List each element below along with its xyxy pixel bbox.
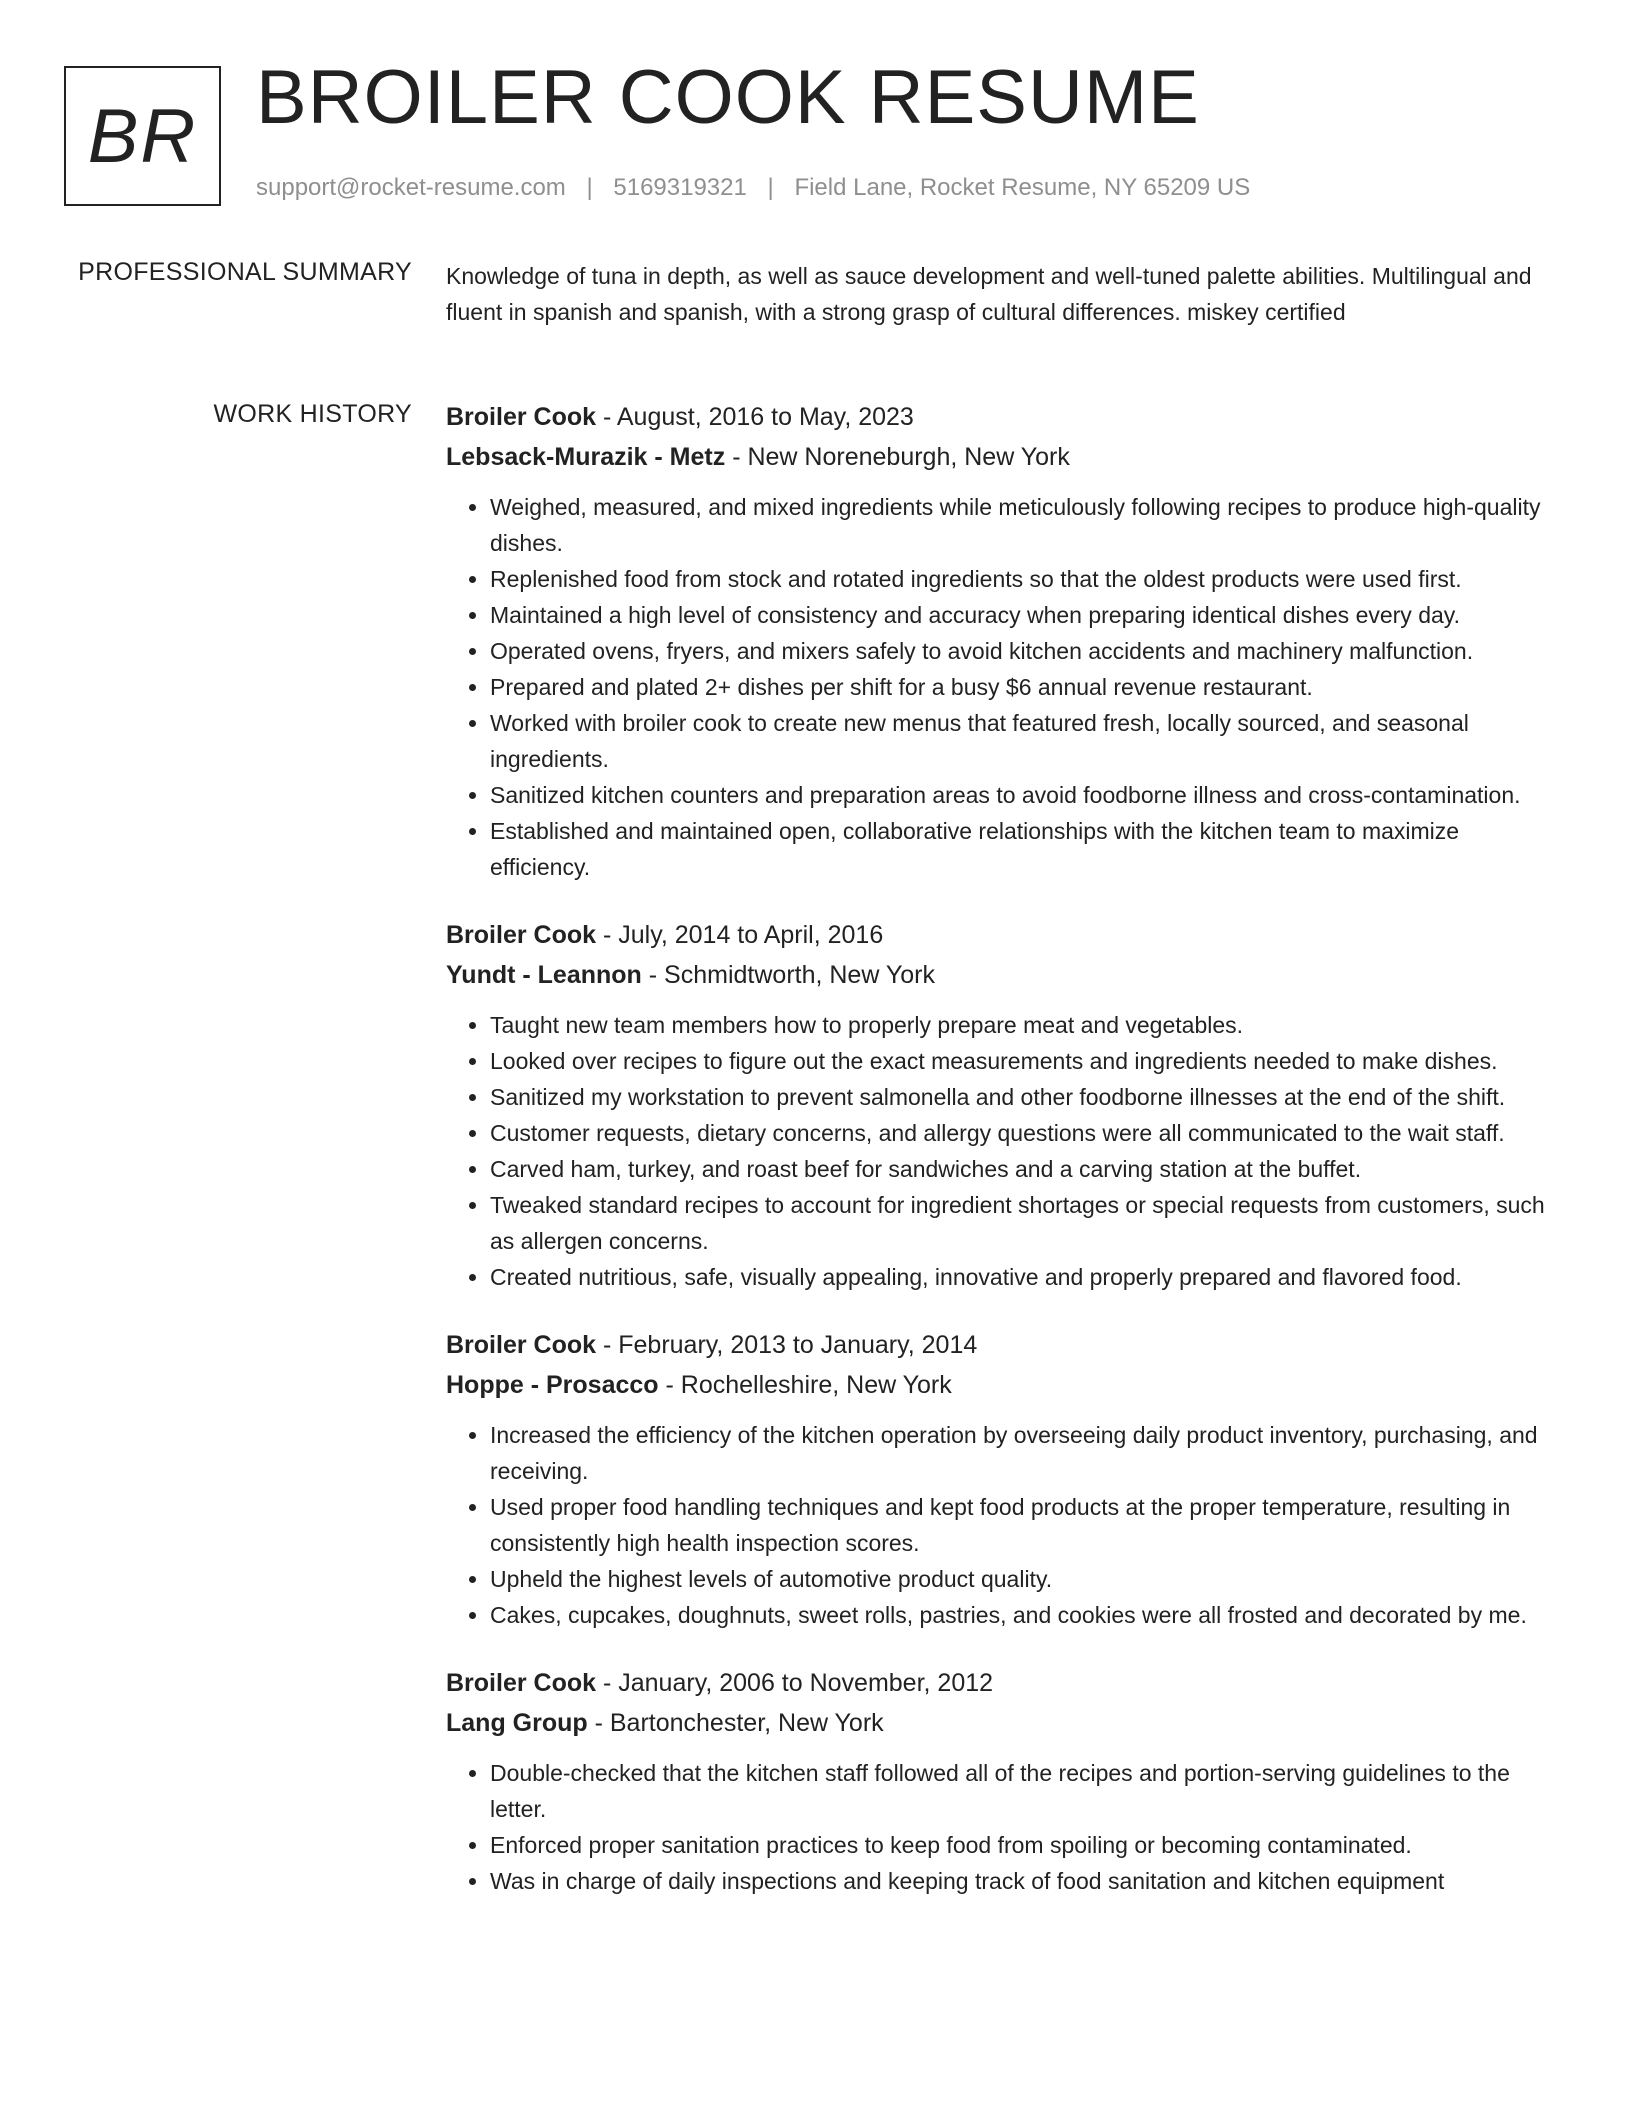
job-bullet: • Replenished food from stock and rotated ingredients so that the oldest products were used first. [490, 561, 1562, 597]
dash: - [596, 1669, 619, 1697]
dash: - [725, 443, 748, 471]
job-bullet-list [446, 1417, 1562, 1633]
contact-phone: 5169319321 [613, 174, 747, 201]
job-bullet: • Increased the efficiency of the kitchen operation by overseeing daily product inventory, purchasing, and receiving. [490, 1417, 1562, 1489]
job-bullet: • Was in charge of daily inspections and keeping track of food sanitation and kitchen equipment [490, 1863, 1562, 1899]
job-bullet-list [446, 1755, 1562, 1899]
dash: - [641, 961, 665, 989]
job-bullet: • Created nutritious, safe, visually appealing, innovative and properly prepared and flavored food. [490, 1259, 1562, 1295]
dash: - [658, 1371, 681, 1399]
job-title: Broiler Cook [446, 1331, 597, 1359]
job-bullet: • Taught new team members how to properly prepare meat and vegetables. [490, 1007, 1562, 1043]
contact-separator: | [586, 174, 593, 201]
job-bullet: • Carved ham, turkey, and roast beef for sandwiches and a carving station at the buffet. [490, 1151, 1562, 1187]
job-bullet: • Tweaked standard recipes to account for ingredient shortages or special requests from customers, such as allergen concerns. [490, 1187, 1562, 1259]
dash: - [596, 403, 617, 431]
job-company-line [446, 1365, 1562, 1405]
job-bullet: • Established and maintained open, collaborative relationships with the kitchen team to maximize efficiency. [490, 813, 1562, 885]
job-bullet-list [446, 1007, 1562, 1295]
job-bullet: • Sanitized kitchen counters and preparation areas to avoid foodborne illness and cross-contamination. [490, 777, 1562, 813]
job-company: Lebsack-Murazik - Metz [446, 443, 726, 471]
job-bullet: • Double-checked that the kitchen staff followed all of the recipes and portion-serving guidelines to the letter. [490, 1755, 1562, 1827]
job-entry [446, 1325, 1562, 1633]
contact-line [256, 174, 1250, 202]
dash: - [587, 1709, 610, 1737]
job-location: Bartonchester, New York [609, 1709, 884, 1737]
job-company-line [446, 437, 1562, 477]
job-title: Broiler Cook [446, 921, 597, 949]
section-label-work-history: WORK HISTORY [213, 400, 412, 428]
job-bullet: • Cakes, cupcakes, doughnuts, sweet rolls, pastries, and cookies were all frosted and decorated by me. [490, 1597, 1562, 1633]
job-title: Broiler Cook [446, 403, 597, 431]
job-bullet: • Used proper food handling techniques and kept food products at the proper temperature, resulting in consistently high health inspection scores. [490, 1489, 1562, 1561]
job-bullet: • Customer requests, dietary concerns, and allergy questions were all communicated to the wait staff. [490, 1115, 1562, 1151]
contact-email: support@rocket-resume.com [256, 174, 566, 201]
job-bullet: • Maintained a high level of consistency and accuracy when preparing identical dishes every day. [490, 597, 1562, 633]
work-history [446, 397, 1562, 1929]
job-entry [446, 397, 1562, 885]
contact-address: Field Lane, Rocket Resume, NY 65209 US [794, 174, 1251, 201]
monogram-badge [64, 66, 221, 206]
contact-separator: | [767, 174, 774, 201]
job-dates: July, 2014 to April, 2016 [618, 921, 884, 949]
job-title-line [446, 915, 1562, 955]
job-company: Lang Group [446, 1709, 588, 1737]
dash: - [596, 921, 619, 949]
job-title-line [446, 1325, 1562, 1365]
monogram-initials: BR [87, 93, 198, 179]
job-bullet: • Enforced proper sanitation practices to keep food from spoiling or becoming contaminated. [490, 1827, 1562, 1863]
professional-summary-text: Knowledge of tuna in depth, as well as sauce development and well-tuned palette abilities. Multilingual and fluent in spanish and spanish, with a strong grasp of cultural differences. miskey certified [446, 263, 1532, 325]
job-bullet: • Looked over recipes to figure out the exact measurements and ingredients needed to make dishes. [490, 1043, 1562, 1079]
job-dates: August, 2016 to May, 2023 [616, 403, 914, 431]
job-bullet: • Prepared and plated 2+ dishes per shift for a busy $6 annual revenue restaurant. [490, 669, 1562, 705]
resume-title: BROILER COOK RESUME [256, 55, 1200, 140]
job-bullet: • Weighed, measured, and mixed ingredients while meticulously following recipes to produce high-quality dishes. [490, 489, 1562, 561]
job-bullet: • Operated ovens, fryers, and mixers safely to avoid kitchen accidents and machinery malfunction. [490, 633, 1562, 669]
job-entry [446, 915, 1562, 1295]
job-bullet: • Upheld the highest levels of automotive product quality. [490, 1561, 1562, 1597]
dash: - [596, 1331, 619, 1359]
job-bullet: • Sanitized my workstation to prevent salmonella and other foodborne illnesses at the end of the shift. [490, 1079, 1562, 1115]
job-title-line [446, 397, 1562, 437]
job-dates: February, 2013 to January, 2014 [618, 1331, 978, 1359]
job-company: Yundt - Leannon [446, 961, 642, 989]
job-company-line [446, 1703, 1562, 1743]
job-title: Broiler Cook [446, 1669, 597, 1697]
job-company-line [446, 955, 1562, 995]
job-bullet-list [446, 489, 1562, 885]
job-bullet: • Worked with broiler cook to create new menus that featured fresh, locally sourced, and seasonal ingredients. [490, 705, 1562, 777]
job-title-line [446, 1663, 1562, 1703]
job-location: Schmidtworth, New York [664, 961, 935, 989]
job-location: New Noreneburgh, New York [747, 443, 1070, 471]
job-dates: January, 2006 to November, 2012 [618, 1669, 994, 1697]
section-label-professional-summary: PROFESSIONAL SUMMARY [78, 258, 412, 286]
job-entry [446, 1663, 1562, 1899]
job-location: Rochelleshire, New York [680, 1371, 952, 1399]
job-company: Hoppe - Prosacco [446, 1371, 659, 1399]
